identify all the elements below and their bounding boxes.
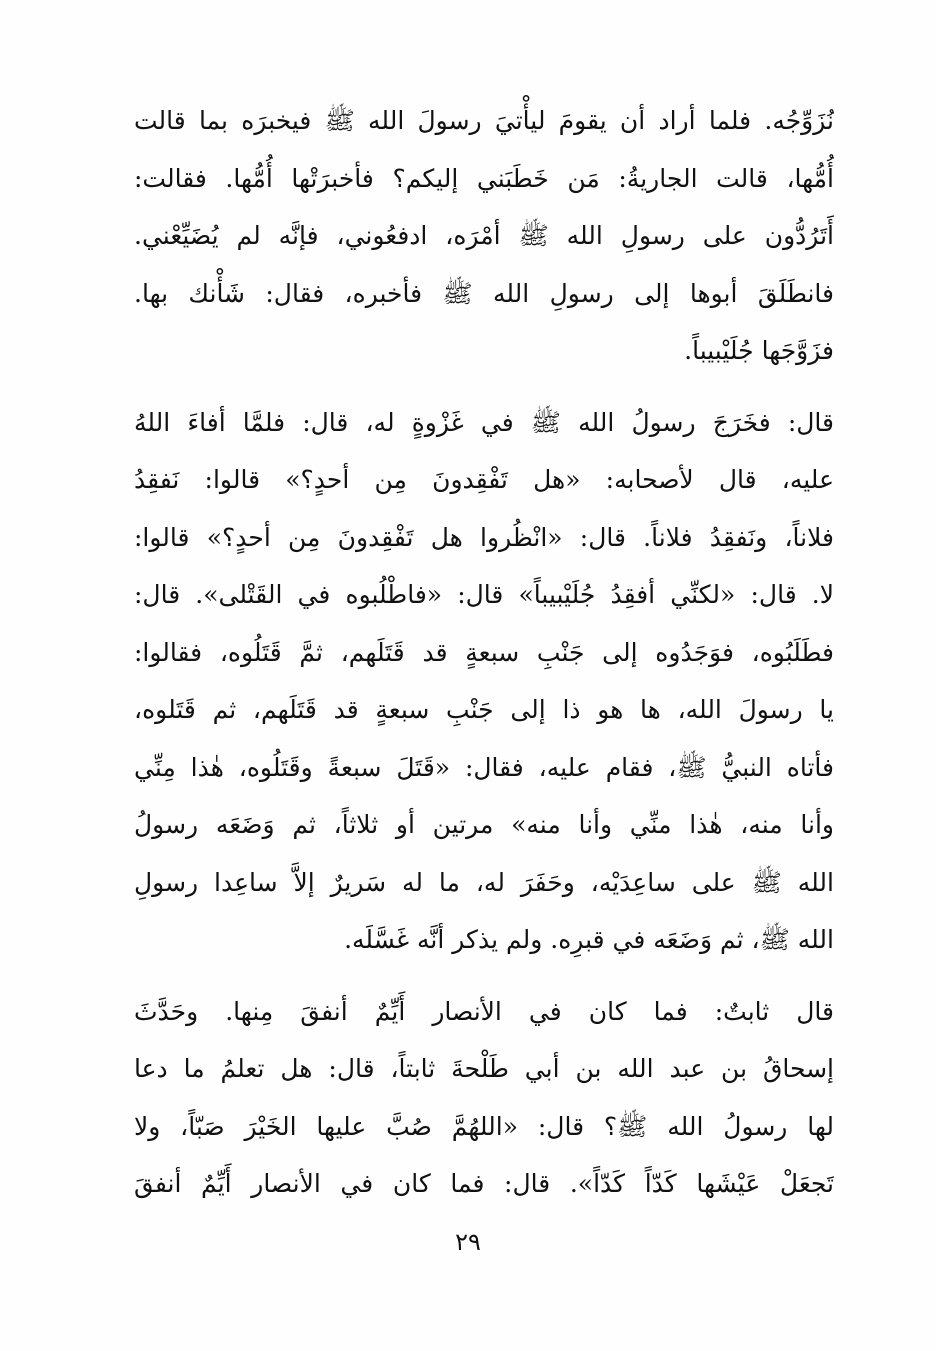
text-line: فزَوَّجَها جُلَيْبيباً. (684, 336, 834, 365)
text-line: فانطَلَقَ أبوها إلى رسولِ الله ﷺ فأخبره، فقال: شَأْنك بها. (134, 278, 834, 308)
text-line: فطَلَبُوه، فوَجَدُوه إلى جَنْبِ سبعةٍ قد قَتَلَهم، ثمَّ قَتَلُوه، فقالوا: (134, 637, 834, 667)
paragraph-spacer (134, 969, 834, 983)
text-line: إسحاقُ بن عبد الله بن أبي طَلْحةَ ثابتاً، قال: هل تعلمُ ما دعا (134, 1054, 834, 1083)
paragraph-spacer (134, 380, 834, 394)
text-line: يا رسولَ الله، ها هو ذا إلى جَنْبِ سبعةٍ قد قَتَلَهم، ثم قَتَلوه، (134, 695, 834, 724)
text-line: أُمُّها، قالت الجاريةُ: مَن خَطَبَني إليكم؟ فأخبرَتْها أُمُّها. فقالت: (134, 163, 834, 193)
text-line: فلاناً، ونَفقِدُ فلاناً. قال: «انْظُروا هل تَفْقِدونَ مِن أحدٍ؟» قالوا: (134, 522, 834, 552)
page-number: ٢٩ (455, 1228, 481, 1256)
text-line: فأتاه النبيُّ ﷺ، فقام عليه، فقال: «قَتَلَ سبعةً وقَتَلُوه، هٰذا مِنِّي (134, 752, 834, 782)
text-line: قال ثابتٌ: فما كان في الأنصار أَيِّمٌ أنفقَ مِنها. وحَدَّثَ (134, 996, 834, 1026)
text-line: لها رسولُ الله ﷺ؟ قال: «اللهُمَّ صُبَّ عليها الخَيْرَ صَبّاً، ولا (134, 1111, 834, 1141)
body-text (134, 92, 834, 1213)
text-line: لا. قال: «لكنِّي أفقِدُ جُلَيْبيباً» قال: «فاطْلُبوه في القَتْلى». قال: (134, 580, 834, 609)
paragraph-2 (134, 394, 834, 969)
paragraph-3 (134, 983, 834, 1213)
text-line: عليه، قال لأصحابه: «هل تَفْقِدونَ مِن أحدٍ؟» قالوا: نَفقِدُ (134, 465, 834, 494)
text-line: وأنا منه، هٰذا منِّي وأنا منه» مرتين أو ثلاثاً، ثم وَضَعَه رسولُ (134, 810, 834, 839)
text-line: تَجعَلْ عَيْشَها كَدّاً كَدّاً». قال: فما كان في الأنصار أَيِّمٌ أنفقَ (134, 1169, 834, 1198)
text-line: الله ﷺ على ساعِدَيْه، وحَفَرَ له، ما له سَريرٌ إلاَّ ساعِدا رسولِ (134, 867, 834, 897)
text-line: قال: فخَرَجَ رسولُ الله ﷺ في غَزْوةٍ له، قال: فلمَّا أفاءَ اللهُ (134, 407, 834, 437)
paragraph-1 (134, 92, 834, 380)
text-line: الله ﷺ، ثم وَضَعَه في قبرِه. ولم يذكر أنَّه غَسَّلَه. (344, 925, 834, 954)
text-line: نُزَوِّجُه. فلما أراد أن يقومَ ليأْتيَ رسولَ الله ﷺ فيخبرَه بما قالت (134, 106, 834, 135)
text-line: أَتَرُدُّون على رسولِ الله ﷺ أمْرَه، ادفعُوني، فإنَّه لم يُضَيِّعْني. (134, 221, 834, 250)
